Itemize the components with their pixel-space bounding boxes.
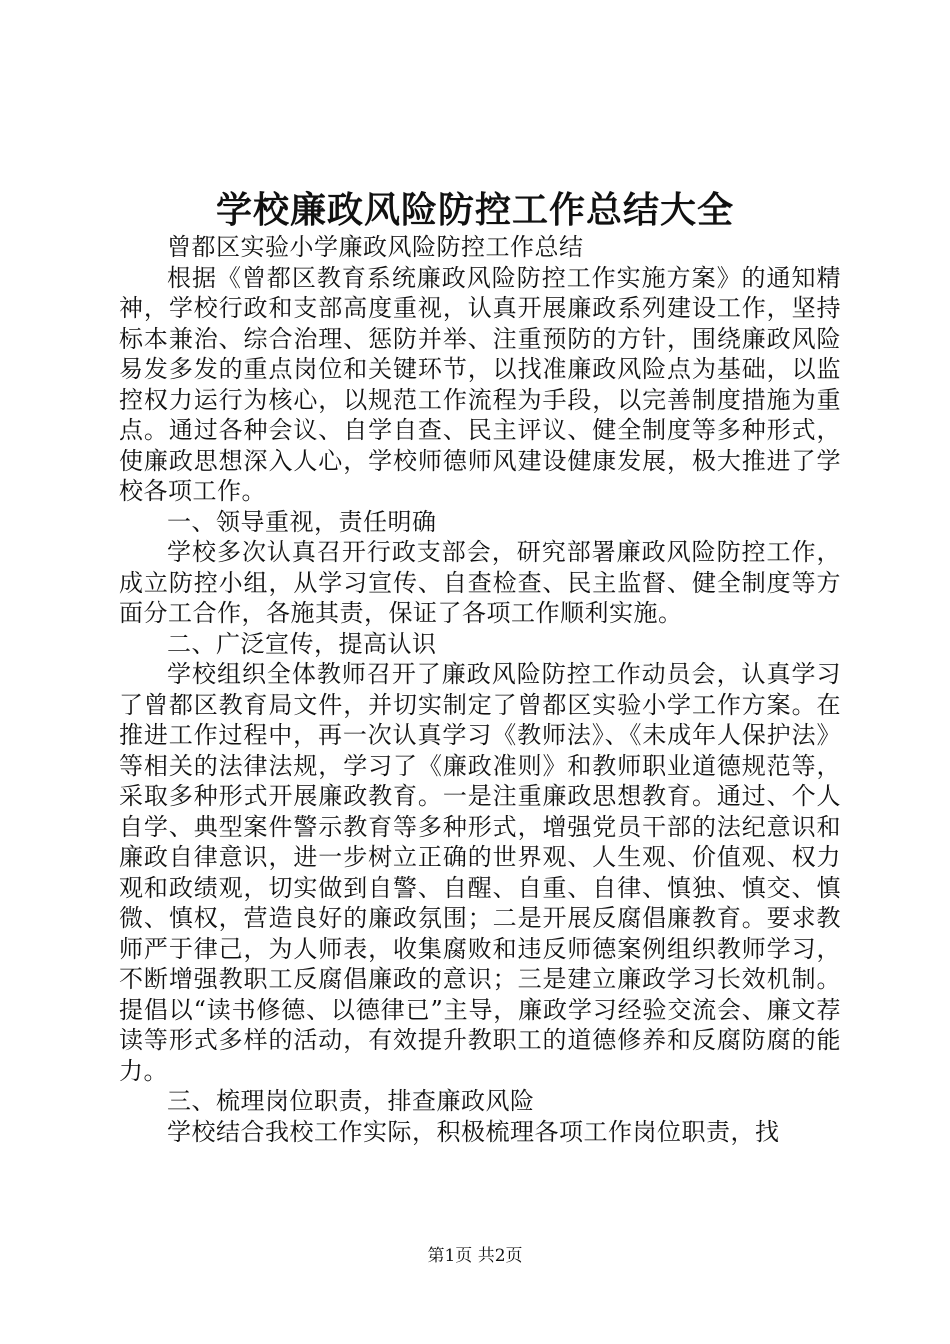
paragraph-section-1: 学校多次认真召开行政支部会，研究部署廉政风险防控工作，成立防控小组，从学习宣传、自查检查、民主监督、健全制度等方面分工合作，各施其责，保证了各项工作顺利实施。 bbox=[119, 538, 841, 627]
paragraph-section-2: 学校组织全体教师召开了廉政风险防控工作动员会，认真学习了曾都区教育局文件，并切实制定了曾都区实验小学工作方案。在推进工作过程中，再一次认真学习《教师法》、《未成年人保护法》等相关的法律法规，学习了《廉政准则》和教师职业道德规范等，采取多种形式开展廉政教育。一是注重廉政思想教育。通过、个人自学、典型案件警示教育等多种形式，增强党员干部的法纪意识和廉政自律意识，进一步树立正确的世界观、人生观、价值观、权力观和政绩观，切实做到自警、自醒、自重、自律、慎独、慎交、慎微、慎权，营造良好的廉政氛围；二是开展反腐倡廉教育。要求教师严于律己，为人师表，收集腐败和违反师德案例组织教师学习，不断增强教职工反腐倡廉政的意识；三是建立廉政学习长效机制。提倡以“读书修德、以德律已”主导，廉政学习经验交流会、廉文荐读等形式多样的活动，有效提升教职工的道德修养和反腐防腐的能力。 bbox=[119, 660, 841, 1085]
paragraph-intro: 根据《曾都区教育系统廉政风险防控工作实施方案》的通知精神，学校行政和支部高度重视，认真开展廉政系列建设工作，坚持标本兼治、综合治理、惩防并举、注重预防的方针，围绕廉政风险易发多发的重点岗位和关键环节，以找准廉政风险点为基础，以监控权力运行为核心，以规范工作流程为手段，以完善制度措施为重点。通过各种会议、自学自查、民主评议、健全制度等多种形式，使廉政思想深入人心，学校师德师风建设健康发展，极大推进了学校各项工作。 bbox=[119, 263, 841, 505]
section-heading-1: 一、领导重视，责任明确 bbox=[167, 507, 437, 536]
document-body bbox=[119, 232, 841, 1147]
paragraph-section-3: 学校结合我校工作实际，积极梳理各项工作岗位职责，找 bbox=[167, 1117, 780, 1146]
section-heading-2: 二、广泛宣传，提高认识 bbox=[167, 629, 437, 658]
section-heading-3: 三、梳理岗位职责，排查廉政风险 bbox=[167, 1087, 535, 1115]
page-number-footer: 第1页 共2页 bbox=[427, 1246, 523, 1266]
document-title: 学校廉政风险防控工作总结大全 bbox=[215, 189, 734, 231]
paragraph-subtitle: 曾都区实验小学廉政风险防控工作总结 bbox=[167, 233, 584, 261]
